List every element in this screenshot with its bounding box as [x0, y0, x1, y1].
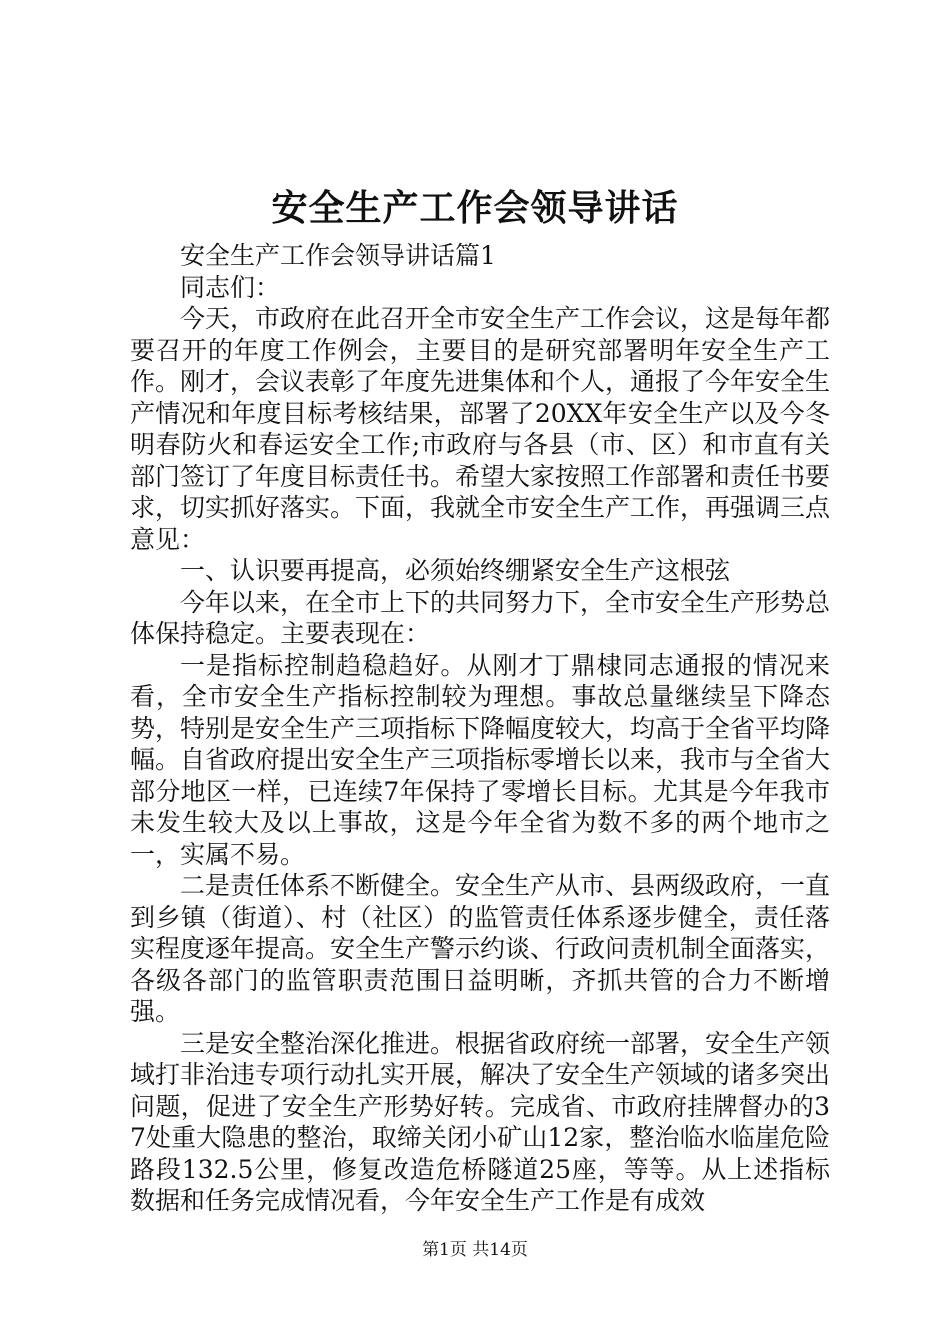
document-body	[130, 240, 830, 1217]
paragraph-point-two: 二是责任体系不断健全。安全生产从市、县两级政府，一直到乡镇（街道）、村（社区）的监管责任体系逐步健全，责任落实程度逐年提高。安全生产警示约谈、行政问责机制全面落实，各级各部门的监管职责范围日益明晰，齐抓共管的合力不断增强。	[130, 871, 831, 1026]
paragraph-point-one: 一是指标控制趋稳趋好。从刚才丁鼎棣同志通报的情况来看，全市安全生产指标控制较为理想。事故总量继续呈下降态势，特别是安全生产三项指标下降幅度较大，均高于全省平均降幅。自省政府提出安全生产三项指标零增长以来，我市与全省大部分地区一样，已连续7年保持了零增长目标。尤其是今年我市未发生较大及以上事故，这是今年全省为数不多的两个地市之一，实属不易。	[130, 650, 831, 869]
document-title: 安全生产工作会领导讲话	[271, 187, 679, 229]
paragraph-intro: 今天，市政府在此召开全市安全生产工作会议，这是每年都要召开的年度工作例会，主要目的是研究部署明年安全生产工作。刚才，会议表彰了年度先进集体和个人，通报了今年安全生产情况和年度目标考核结果，部署了20XX年安全生产以及今冬明春防火和春运安全工作;市政府与各县（市、区）和市直有关部门签订了年度目标责任书。希望大家按照工作部署和责任书要求，切实抓好落实。下面，我就全市安全生产工作，再强调三点意见：	[130, 304, 831, 554]
paragraph-overview: 今年以来，在全市上下的共同努力下，全市安全生产形势总体保持稳定。主要表现在：	[130, 587, 831, 648]
salutation: 同志们：	[180, 272, 281, 302]
page-footer: 第1页 共14页	[422, 1240, 528, 1260]
section-heading: 安全生产工作会领导讲话篇1	[180, 241, 496, 270]
subheading-one: 一、认识要再提高，必须始终绷紧安全生产这根弦	[180, 556, 731, 585]
paragraph-point-three: 三是安全整治深化推进。根据省政府统一部署，安全生产领域打非治违专项行动扎实开展，解决了安全生产领域的诸多突出问题，促进了安全生产形势好转。完成省、市政府挂牌督办的37处重大隐患的整治，取缔关闭小矿山12家，整治临水临崖危险路段132.5公里，修复改造危桥隧道25座，等等。从上述指标数据和任务完成情况看，今年安全生产工作是有成效	[130, 1028, 831, 1215]
